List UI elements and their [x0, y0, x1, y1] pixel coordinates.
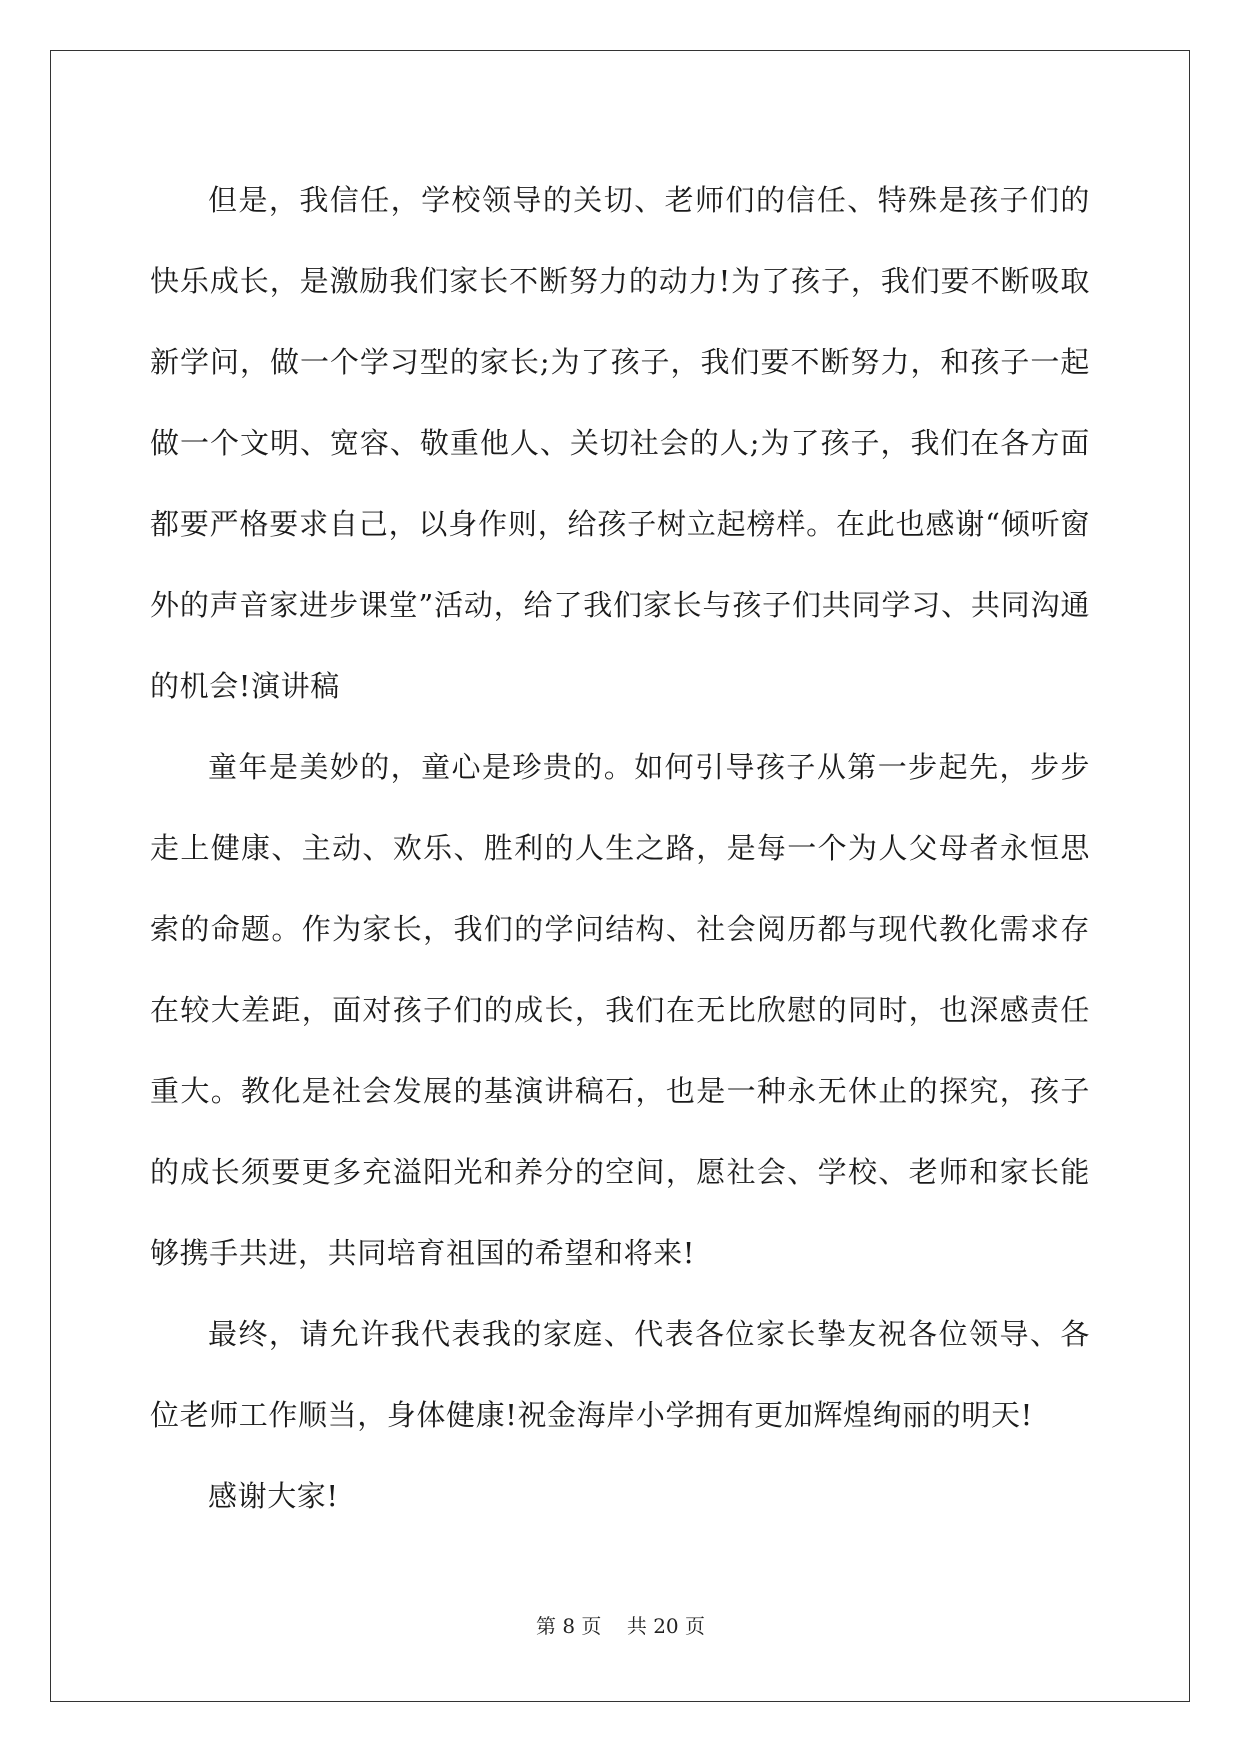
paragraph-3: 最终，请允许我代表我的家庭、代表各位家长挚友祝各位领导、各位老师工作顺当，身体健康!祝金海岸小学拥有更加辉煌绚丽的明天! [150, 1317, 1090, 1432]
document-body [150, 160, 1090, 1537]
page-number-footer: 第 8 页 共 20 页 [535, 1614, 706, 1638]
paragraph-1: 但是，我信任，学校领导的关切、老师们的信任、特殊是孩子们的快乐成长，是激励我们家长不断努力的动力!为了孩子，我们要不断吸取新学问，做一个学习型的家长;为了孩子，我们要不断努力，和孩子一起做一个文明、宽容、敬重他人、关切社会的人;为了孩子，我们在各方面都要严格要求自己，以身作则，给孩子树立起榜样。在此也感谢“倾听窗外的声音家进步课堂”活动，给了我们家长与孩子们共同学习、共同沟通的机会!演讲稿 [150, 183, 1090, 703]
paragraph-2: 童年是美妙的，童心是珍贵的。如何引导孩子从第一步起先，步步走上健康、主动、欢乐、胜利的人生之路，是每一个为人父母者永恒思索的命题。作为家长，我们的学问结构、社会阅历都与现代教化需求存在较大差距，面对孩子们的成长，我们在无比欣慰的同时，也深感责任重大。教化是社会发展的基演讲稿石，也是一种永无休止的探究，孩子的成长须要更多充溢阳光和养分的空间，愿社会、学校、老师和家长能够携手共进，共同培育祖国的希望和将来! [150, 750, 1090, 1270]
paragraph-4: 感谢大家! [208, 1479, 339, 1513]
